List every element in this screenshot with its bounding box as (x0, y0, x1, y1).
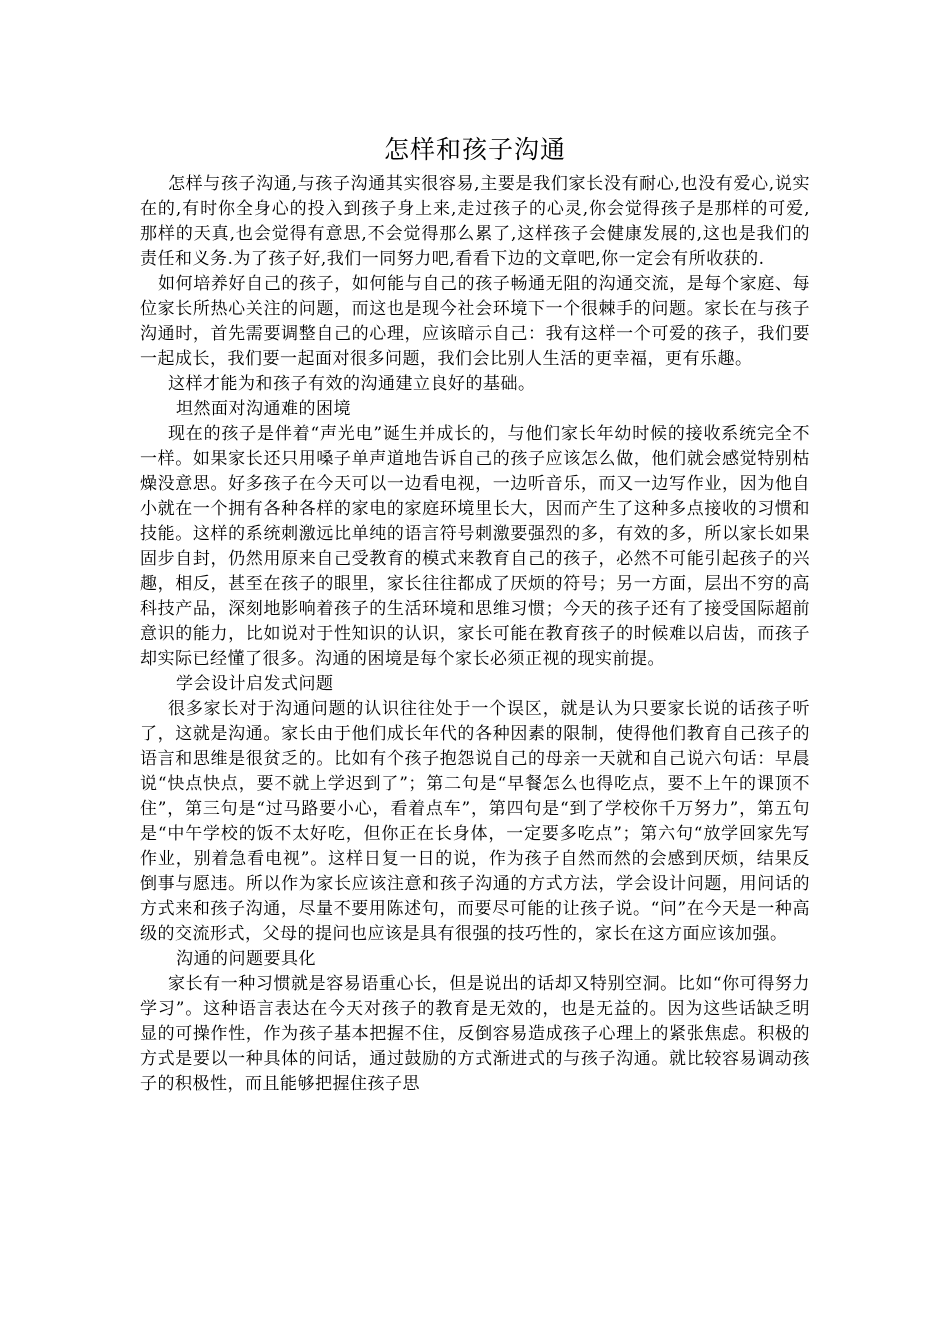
body-paragraph-1: 如何培养好自己的孩子，如何能与自己的孩子畅通无阻的沟通交流，是每个家庭、每位家长所热心关注的问题，而这也是现今社会环境下一个很棘手的问题。家长在与孩子沟通时，首先需要调整自己的心理，应该暗示自己：我有这样一个可爱的孩子，我们要一起成长，我们要一起面对很多问题，我们会比别人生活的更幸福，更有乐趣。 (140, 274, 810, 369)
section-heading-2: 学会设计启发式问题 (176, 674, 334, 694)
section-heading-1: 坦然面对沟通难的困境 (176, 399, 351, 419)
document-page (140, 130, 810, 1097)
body-paragraph-5: 家长有一种习惯就是容易语重心长，但是说出的话却又特别空洞。比如“你可得努力学习”。这种语言表达在今天对孩子的教育是无效的，也是无益的。因为这些话缺乏明显的可操作性，作为孩子基本把握不住，反倒容易造成孩子心理上的紧张焦虑。积极的方式是要以一种具体的问话，通过鼓励的方式渐进式的与孩子沟通。就比较容易调动孩子的积极性，而且能够把握住孩子思 (140, 974, 810, 1094)
body-paragraph-4: 很多家长对于沟通问题的认识往往处于一个误区，就是认为只要家长说的话孩子听了，这就是沟通。家长由于他们成长年代的各种因素的限制，使得他们教育自己孩子的语言和思维是很贫乏的。比如有个孩子抱怨说自己的母亲一天就和自己说六句话：早晨说“快点快点，要不就上学迟到了”；第二句是“早餐怎么也得吃点，要不上午的课顶不住”，第三句是“过马路要小心，看着点车”，第四句是“到了学校你千万努力”，第五句是“中午学校的饭不太好吃，但你正在长身体，一定要多吃点”；第六句“放学回家先写作业，别着急看电视”。这样日复一日的说，作为孩子自然而然的会感到厌烦，结果反倒事与愿违。所以作为家长应该注意和孩子沟通的方式方法，学会设计问题，用问话的方式来和孩子沟通，尽量不要用陈述句，而要尽可能的让孩子说。“问”在今天是一种高级的交流形式，父母的提问也应该是具有很强的技巧性的，家长在这方面应该加强。 (140, 699, 810, 944)
document-title: 怎样和孩子沟通 (383, 135, 566, 164)
intro-paragraph: 怎样与孩子沟通,与孩子沟通其实很容易,主要是我们家长没有耐心,也没有爱心,说实在的,有时你全身心的投入到孩子身上来,走过孩子的心灵,你会觉得孩子是那样的可爱,那样的天真,也会觉得有意思,不会觉得那么累了,这样孩子会健康发展的,这也是我们的责任和义务.为了孩子好,我们一同努力吧,看看下边的文章吧,你一定会有所收获的. (140, 174, 810, 269)
body-paragraph-2: 这样才能为和孩子有效的沟通建立良好的基础。 (168, 374, 536, 394)
section-heading-3: 沟通的问题要具化 (176, 949, 316, 969)
body-paragraph-3: 现在的孩子是伴着“声光电”诞生并成长的，与他们家长年幼时候的接收系统完全不一样。如果家长还只用嗓子单声道地告诉自己的孩子应该怎么做，他们就会感觉特别枯燥没意思。好多孩子在今天可以一边看电视，一边听音乐，而又一边写作业，因为他自小就在一个拥有各种各样的家电的家庭环境里长大，因而产生了这种多点接收的习惯和技能。这样的系统刺激远比单纯的语言符号刺激要强烈的多，有效的多，所以家长如果固步自封，仍然用原来自己受教育的模式来教育自己的孩子，必然不可能引起孩子的兴趣，相反，甚至在孩子的眼里，家长往往都成了厌烦的符号；另一方面，层出不穷的高科技产品，深刻地影响着孩子的生活环境和思维习惯；今天的孩子还有了接受国际超前意识的能力，比如说对于性知识的认识，家长可能在教育孩子的时候难以启齿，而孩子却实际已经懂了很多。沟通的困境是每个家长必须正视的现实前提。 (140, 424, 810, 669)
